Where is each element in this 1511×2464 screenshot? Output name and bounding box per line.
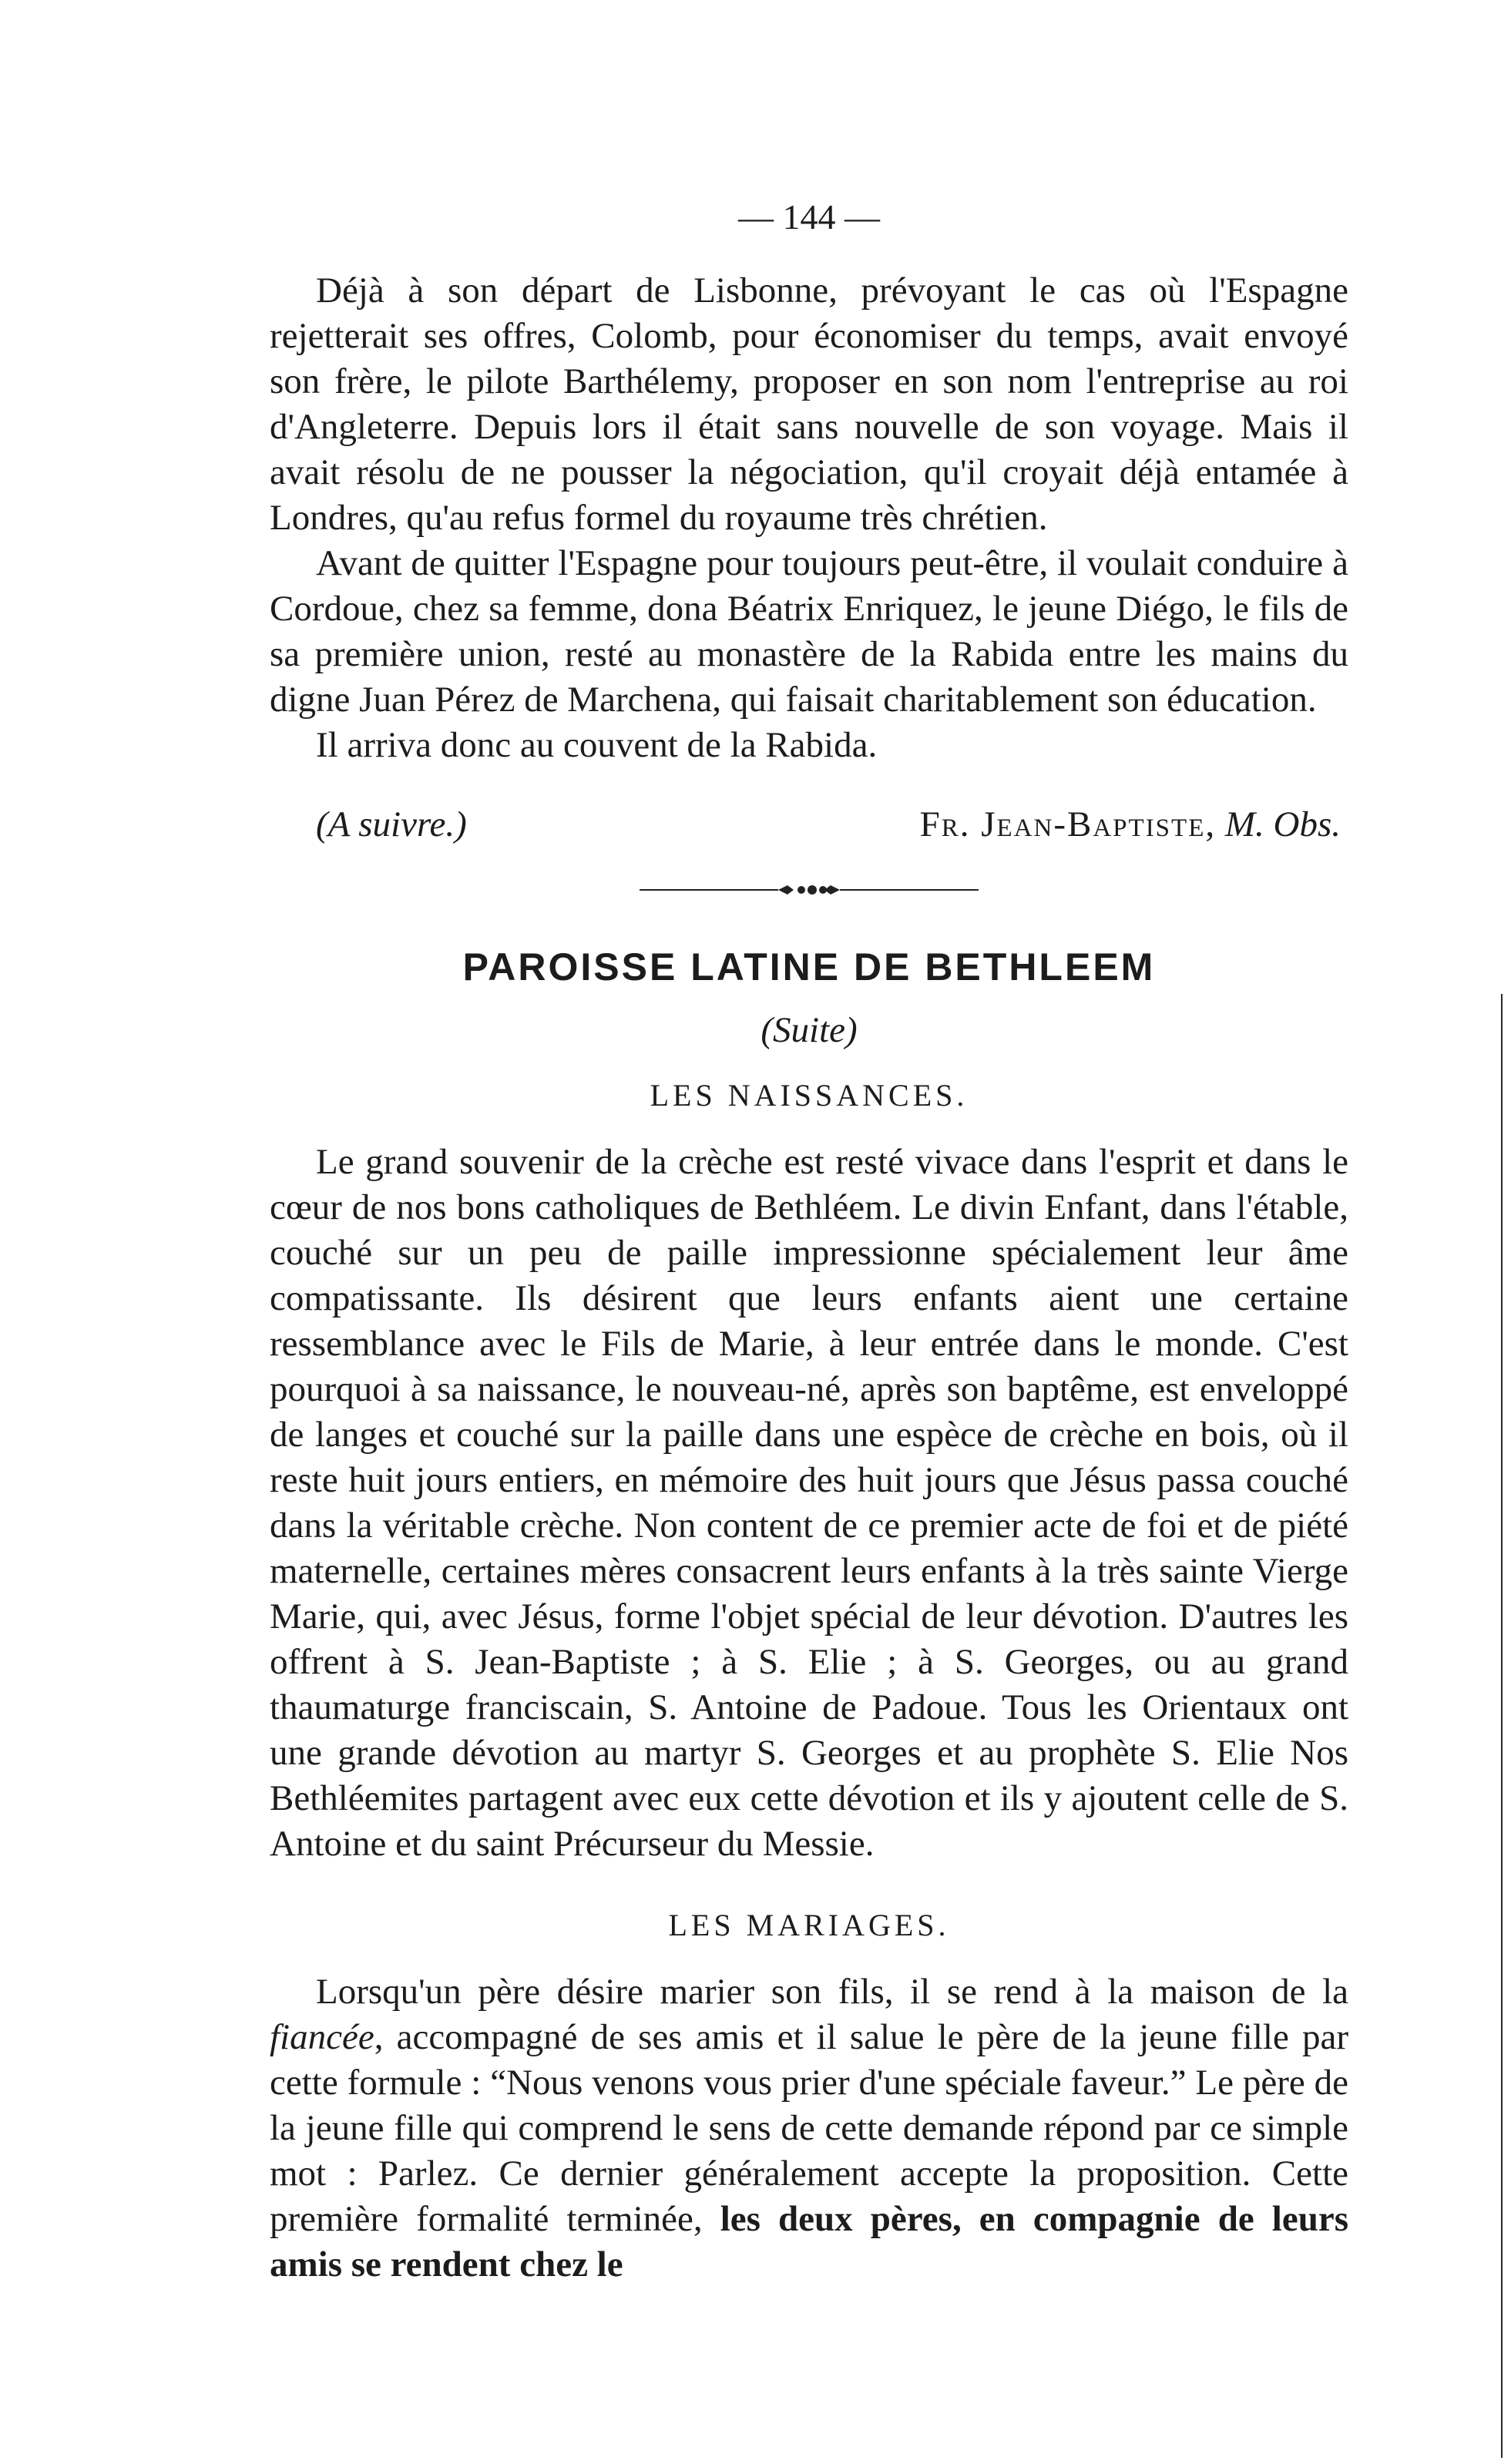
marriages-text-middle: , accompagné de ses amis et il salue le père de la jeune fille par cette formule : “Nous venons vous prier d'une spéciale faveur.” Le père de la jeune fille qui comprend le sens de cette demande répond par ce simple mot : Parlez. Ce dernier généralement accepte la proposition. Cette première formalité terminée, <box>270 2017 1348 2239</box>
divider-flourish-icon <box>640 882 979 898</box>
author-order: M. Obs. <box>1224 804 1341 844</box>
signature-line <box>270 802 1348 848</box>
marriages-bold-tail: les deux pères, en compagnie de leurs amis se rendent chez le <box>270 2199 1349 2284</box>
paragraph-births: Le grand souvenir de la crèche est resté vivace dans l'esprit et dans le cœur de nos bons catholiques de Bethléem. Le divin Enfant, dans l'étable, couché sur un peu de paille impressionne spécialement leur âme compatissante. Ils désirent que leurs enfants aient une certaine ressemblance avec le Fils de Marie, à leur entrée dans le monde. C'est pourquoi à sa naissance, le nouveau-né, après son baptême, est enveloppé de langes et couché sur la paille dans une espèce de crèche en bois, où il reste huit jours entiers, en mémoire des huit jours que Jésus passa couché dans la véritable crèche. Non content de ce premier acte de foi et de piété maternelle, certaines mères consacrent leurs enfants à la très sainte Vierge Marie, qui, avec Jésus, forme l'objet spécial de leur dévotion. D'autres les offrent à S. Jean-Baptiste ; à S. Elie ; à S. Georges, ou au grand thaumaturge franciscain, S. Antoine de Padoue. Tous les Orientaux ont une grande dévotion au martyr S. Georges et au prophète S. Elie Nos Bethléemites partagent avec eux cette dévotion et ils y ajoutent celle de S. Antoine et du saint Précurseur du Messie. <box>270 1142 1348 1864</box>
article-subtitle: (Suite) <box>761 1010 858 1050</box>
to-be-continued: (A suivre.) <box>316 804 467 844</box>
book-page <box>270 196 1348 2288</box>
author-name: Fr. Jean-Baptiste, <box>919 804 1217 844</box>
paragraph-rabida-arrival: Il arriva donc au couvent de la Rabida. <box>316 725 878 765</box>
paragraph-colomb-departure: Déjà à son départ de Lisbonne, prévoyant le cas où l'Espagne rejetterait ses offres, Colomb, pour économiser du temps, avait envoyé son frère, le pilote Barthélemy, proposer en son nom l'entreprise au roi d'Angleterre. Depuis lors il était sans nouvelle de son voyage. Mais il avait résolu de ne pousser la négociation, qu'il croyait déjà entamée à Londres, qu'au refus formel du royaume très chrétien. <box>270 270 1348 538</box>
article-title: PAROISSE LATINE DE BETHLEEM <box>462 945 1156 989</box>
page-edge-rule <box>1501 994 1503 2458</box>
marriages-text-start: Lorsqu'un père désire marier son fils, il se rend à la maison de la <box>316 1972 1348 2012</box>
paragraph-marriages <box>270 1969 1348 2288</box>
marriages-italic-word: fiancée <box>270 2017 374 2057</box>
page-number: — 144 — <box>738 197 880 237</box>
ornamental-divider <box>270 878 1348 901</box>
paragraph-cordoue: Avant de quitter l'Espagne pour toujours peut-être, il voulait conduire à Cordoue, chez sa femme, dona Béatrix Enriquez, le jeune Diégo, le fils de sa première union, resté au monastère de la Rabida entre les mains du digne Juan Pérez de Marchena, qui faisait charitablement son éducation. <box>270 543 1348 720</box>
author-signature <box>920 802 1341 848</box>
section-heading-marriages: LES MARIAGES. <box>668 1908 950 1942</box>
section-heading-births: LES NAISSANCES. <box>650 1078 969 1113</box>
